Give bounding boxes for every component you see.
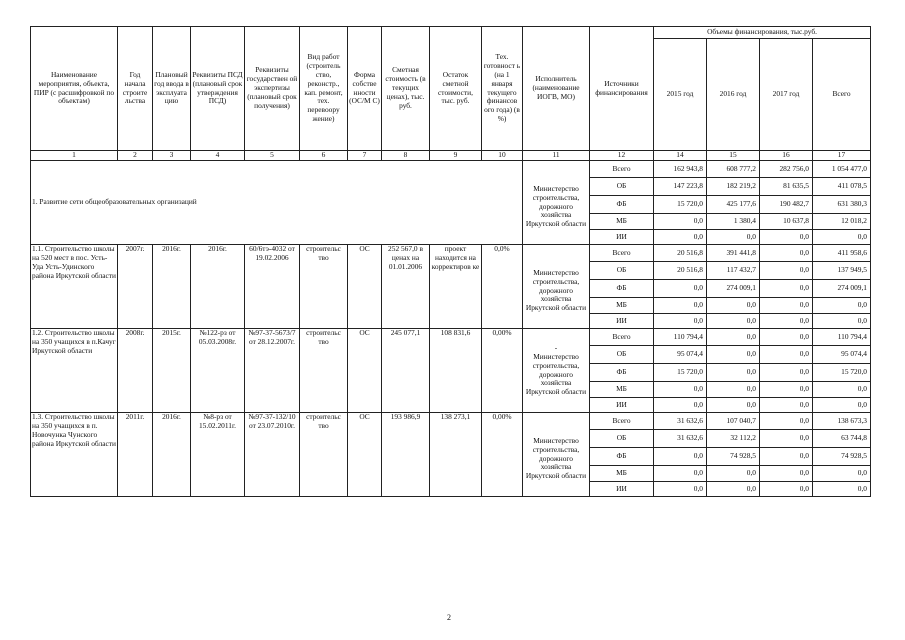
amount-cell: 0,0	[707, 398, 760, 413]
amount-cell: 1 380,4	[707, 214, 760, 230]
object-name: 1.3. Строительство школы на 350 учащихся в п. Новочунка Чунского района Иркутской области	[31, 413, 118, 497]
amount-cell: 0,0	[760, 298, 813, 314]
amount-cell: 282 756,0	[760, 161, 813, 178]
funding-source: МБ	[590, 382, 654, 398]
amount-cell: 138 673,3	[813, 413, 871, 430]
amount-cell: 0,0	[654, 214, 707, 230]
amount-cell: 274 009,1	[813, 280, 871, 298]
year-start: 2011г.	[118, 413, 153, 497]
amount-cell: 162 943,8	[654, 161, 707, 178]
table-row	[31, 161, 871, 178]
amount-cell: 274 009,1	[707, 280, 760, 298]
amount-cell: 411 078,5	[813, 178, 871, 196]
executor-name: Министерство строительства, дорожного хозяйства Иркутской области	[525, 183, 587, 229]
amount-cell: 425 177,6	[707, 196, 760, 214]
amount-cell: 0,0	[707, 329, 760, 346]
amount-cell: 0,0	[654, 230, 707, 245]
amount-cell: 15 720,0	[813, 364, 871, 382]
executor	[523, 161, 590, 245]
funding-source: ИИ	[590, 482, 654, 497]
header-work-type: Вид работ (строитель ство, реконстр., кап. ремонт, тех. перевоору жение)	[300, 27, 348, 151]
col-number: 12	[590, 151, 654, 161]
funding-source: Всего	[590, 245, 654, 262]
amount-cell: 0,0	[760, 398, 813, 413]
header-rest: Остаток сметной стоимости, тыс. руб.	[430, 27, 482, 151]
table-row	[31, 413, 871, 430]
col-number: 6	[300, 151, 348, 161]
funding-source: МБ	[590, 214, 654, 230]
readiness: 0,0%	[482, 245, 523, 329]
estimated-cost: 245 077,1	[382, 329, 430, 413]
funding-source: Всего	[590, 413, 654, 430]
work-type: строительс тво	[300, 413, 348, 497]
amount-cell: 117 432,7	[707, 262, 760, 280]
amount-cell: 190 482,7	[760, 196, 813, 214]
col-number: 15	[707, 151, 760, 161]
psd-details: 2016г.	[191, 245, 245, 329]
col-number: 5	[245, 151, 300, 161]
amount-cell: 0,0	[654, 398, 707, 413]
funding-source: ИИ	[590, 398, 654, 413]
amount-cell: 95 074,4	[813, 346, 871, 364]
col-number: 16	[760, 151, 813, 161]
amount-cell: 0,0	[707, 466, 760, 482]
amount-cell: 0,0	[760, 280, 813, 298]
funding-source: ОБ	[590, 430, 654, 448]
object-name: 1.1. Строительство школы на 520 мест в пос. Усть-Уда Усть-Удинского района Иркутской области	[31, 245, 118, 329]
ownership-form: ОС	[348, 329, 382, 413]
header-financing: Объемы финансирования, тыс.руб.	[654, 27, 871, 39]
header-cost: Сметная стоимость (в текущих ценах), тыс. руб.	[382, 27, 430, 151]
amount-cell: 631 380,3	[813, 196, 871, 214]
executor-mark: -	[554, 342, 558, 352]
psd-details: №122-рз от 05.03.2008г.	[191, 329, 245, 413]
year-plan: 2015г.	[153, 329, 191, 413]
work-type: строительс тво	[300, 245, 348, 329]
col-number: 17	[813, 151, 871, 161]
amount-cell: 0,0	[760, 230, 813, 245]
executor-name: Министерство строительства, дорожного хозяйства Иркутской области	[525, 267, 587, 313]
amount-cell: 0,0	[654, 382, 707, 398]
amount-cell: 1 054 477,0	[813, 161, 871, 178]
amount-cell: 0,0	[654, 280, 707, 298]
amount-cell: 0,0	[760, 245, 813, 262]
amount-cell: 0,0	[760, 448, 813, 466]
amount-cell: 15 720,0	[654, 196, 707, 214]
header-psd: Реквизиты ПСД (плановый срок утверждения ПСД)	[191, 27, 245, 151]
financing-table	[30, 26, 871, 497]
col-number: 10	[482, 151, 523, 161]
header-name: Наименование мероприятия, объекта, ПИР (с расшифровкой по объектам)	[31, 27, 118, 151]
header-executor: Исполнитель (наименование ИОГВ, МО)	[523, 27, 590, 151]
amount-cell: 391 441,8	[707, 245, 760, 262]
amount-cell: 182 219,2	[707, 178, 760, 196]
table-row	[31, 245, 871, 262]
remaining-cost: проект находится на корректиров ке	[430, 245, 482, 329]
funding-source: ФБ	[590, 196, 654, 214]
executor	[523, 413, 590, 497]
amount-cell: 0,0	[654, 482, 707, 497]
amount-cell: 0,0	[760, 364, 813, 382]
amount-cell: 31 632,6	[654, 413, 707, 430]
col-number: 9	[430, 151, 482, 161]
col-number: 2	[118, 151, 153, 161]
ownership-form: ОС	[348, 413, 382, 497]
header-readiness: Тех. готовност ь (на 1 января текущего финансов ого года) (в %)	[482, 27, 523, 151]
table-row	[31, 329, 871, 346]
page-number: 2	[447, 613, 451, 622]
amount-cell: 0,0	[760, 413, 813, 430]
amount-cell: 0,0	[654, 448, 707, 466]
amount-cell: 15 720,0	[654, 364, 707, 382]
amount-cell: 0,0	[813, 398, 871, 413]
amount-cell: 0,0	[813, 382, 871, 398]
executor	[523, 329, 590, 413]
funding-source: МБ	[590, 466, 654, 482]
amount-cell: 0,0	[707, 230, 760, 245]
amount-cell: 0,0	[760, 262, 813, 280]
amount-cell: 0,0	[654, 314, 707, 329]
header-total: Всего	[813, 39, 871, 151]
amount-cell: 31 632,6	[654, 430, 707, 448]
amount-cell: 81 635,5	[760, 178, 813, 196]
funding-source: ОБ	[590, 262, 654, 280]
year-start: 2007г.	[118, 245, 153, 329]
amount-cell: 0,0	[760, 346, 813, 364]
funding-source: ОБ	[590, 346, 654, 364]
ownership-form: ОС	[348, 245, 382, 329]
year-start: 2008г.	[118, 329, 153, 413]
col-number: 14	[654, 151, 707, 161]
readiness: 0,00%	[482, 413, 523, 497]
remaining-cost: 108 831,6	[430, 329, 482, 413]
funding-source: Всего	[590, 161, 654, 178]
amount-cell: 0,0	[760, 430, 813, 448]
amount-cell: 20 516,8	[654, 262, 707, 280]
header-2015: 2015 год	[654, 39, 707, 151]
funding-source: Всего	[590, 329, 654, 346]
col-number: 1	[31, 151, 118, 161]
executor-name: Министерство строительства, дорожного хозяйства Иркутской области	[525, 435, 587, 481]
estimated-cost: 252 567,0 в ценах на 01.01.2006	[382, 245, 430, 329]
remaining-cost: 138 273,1	[430, 413, 482, 497]
amount-cell: 0,0	[760, 314, 813, 329]
amount-cell: 0,0	[813, 314, 871, 329]
amount-cell: 0,0	[654, 298, 707, 314]
amount-cell: 0,0	[813, 466, 871, 482]
amount-cell: 0,0	[707, 346, 760, 364]
header-source: Источники финансирования	[590, 27, 654, 151]
amount-cell: 74 928,5	[813, 448, 871, 466]
amount-cell: 95 074,4	[654, 346, 707, 364]
amount-cell: 0,0	[760, 482, 813, 497]
year-plan: 2016г.	[153, 413, 191, 497]
funding-source: ОБ	[590, 178, 654, 196]
header-2016: 2016 год	[707, 39, 760, 151]
amount-cell: 0,0	[654, 466, 707, 482]
psd-details: №8-рз от 15.02.2011г.	[191, 413, 245, 497]
readiness: 0,00%	[482, 329, 523, 413]
amount-cell: 12 018,2	[813, 214, 871, 230]
funding-source: ИИ	[590, 230, 654, 245]
funding-source: ФБ	[590, 280, 654, 298]
amount-cell: 137 949,5	[813, 262, 871, 280]
amount-cell: 147 223,8	[654, 178, 707, 196]
header-expertise: Реквизиты государствен ой экспертизы (плановый срок получения)	[245, 27, 300, 151]
object-name: 1.2. Строительство школы на 350 учащихся в п.Качуг Иркутской области	[31, 329, 118, 413]
estimated-cost: 193 986,9	[382, 413, 430, 497]
amount-cell: 411 958,6	[813, 245, 871, 262]
funding-source: МБ	[590, 298, 654, 314]
amount-cell: 0,0	[760, 382, 813, 398]
amount-cell: 0,0	[813, 482, 871, 497]
amount-cell: 0,0	[760, 466, 813, 482]
amount-cell: 110 794,4	[654, 329, 707, 346]
amount-cell: 0,0	[707, 298, 760, 314]
executor-name: Министерство строительства, дорожного хозяйства Иркутской области	[525, 351, 587, 397]
col-number: 4	[191, 151, 245, 161]
amount-cell: 107 040,7	[707, 413, 760, 430]
section-title: 1. Развитие сети общеобразовательных организаций	[31, 161, 523, 245]
col-number: 8	[382, 151, 430, 161]
amount-cell: 10 637,8	[760, 214, 813, 230]
amount-cell: 608 777,2	[707, 161, 760, 178]
year-plan: 2016г.	[153, 245, 191, 329]
amount-cell: 0,0	[707, 482, 760, 497]
expertise-details: №97-37-132/10 от 23.07.2010г.	[245, 413, 300, 497]
amount-cell: 0,0	[707, 382, 760, 398]
expertise-details: 60/6тэ-4032 от 19.02.2006	[245, 245, 300, 329]
executor	[523, 245, 590, 329]
header-ownership: Форма собстве нности (ОС/М С)	[348, 27, 382, 151]
amount-cell: 63 744,8	[813, 430, 871, 448]
col-number: 3	[153, 151, 191, 161]
funding-source: ИИ	[590, 314, 654, 329]
funding-source: ФБ	[590, 448, 654, 466]
amount-cell: 0,0	[707, 364, 760, 382]
col-number: 7	[348, 151, 382, 161]
amount-cell: 0,0	[813, 298, 871, 314]
amount-cell: 32 112,2	[707, 430, 760, 448]
amount-cell: 110 794,4	[813, 329, 871, 346]
header-year-start: Год начала строите льства	[118, 27, 153, 151]
header-year-plan: Плановый год ввода в эксплуата цию	[153, 27, 191, 151]
amount-cell: 74 928,5	[707, 448, 760, 466]
funding-source: ФБ	[590, 364, 654, 382]
amount-cell: 0,0	[813, 230, 871, 245]
amount-cell: 0,0	[707, 314, 760, 329]
amount-cell: 0,0	[760, 329, 813, 346]
work-type: строительс тво	[300, 329, 348, 413]
amount-cell: 20 516,8	[654, 245, 707, 262]
col-number: 11	[523, 151, 590, 161]
header-2017: 2017 год	[760, 39, 813, 151]
expertise-details: №97-37-5673/7 от 28.12.2007г.	[245, 329, 300, 413]
